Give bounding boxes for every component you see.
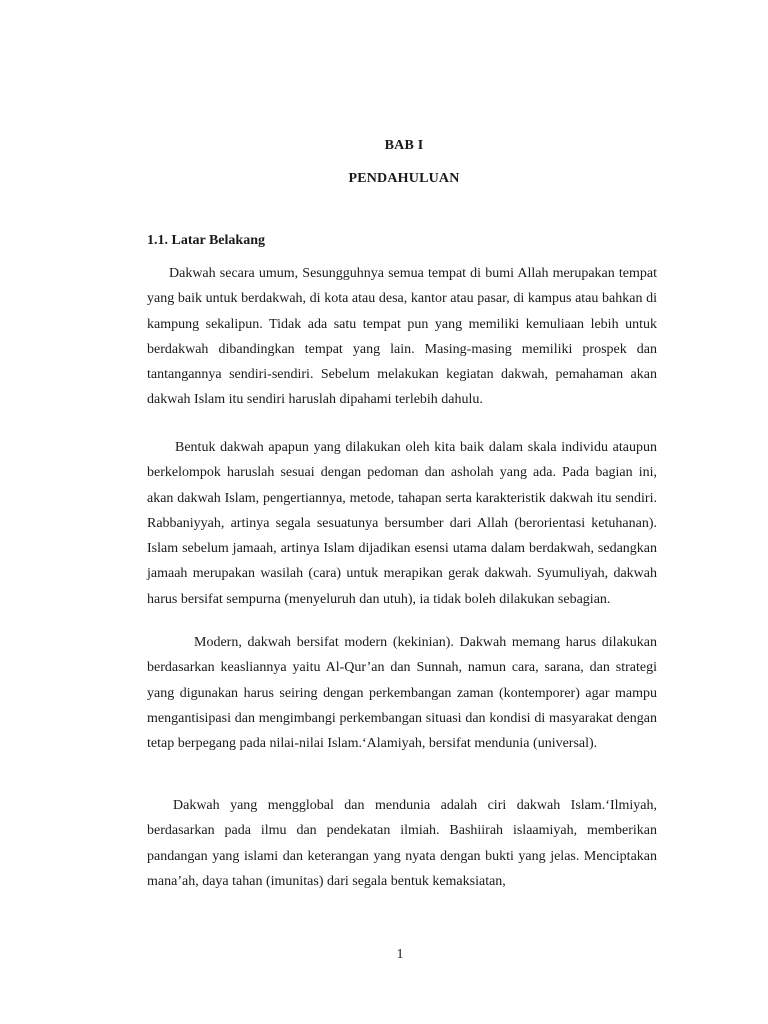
paragraph-3: Modern, dakwah bersifat modern (kekinian). Dakwah memang harus dilakukan berdasarkan keasliannya yaitu Al-Qur’an dan Sunnah, namun cara, sarana, dan strategi yang digunakan harus seiring dengan perkembangan zaman (kontemporer) agar mampu mengantisipasi dan mengimbangi perkembangan situasi dan kondisi di masyarakat dengan tetap berpegang pada nilai-nilai Islam.‘Alamiyah, bersifat mendunia (universal). [147, 635, 657, 752]
page-number: 1 [396, 947, 404, 962]
paragraph-1: Dakwah secara umum, Sesungguhnya semua tempat di bumi Allah merupakan tempat yang baik untuk berdakwah, di kota atau desa, kantor atau pasar, di kampus atau bahkan di kampung sekalipun. Tidak ada satu tempat pun yang memiliki kemuliaan lebih untuk berdakwah dibandingkan tempat yang lain. Masing-masing memiliki prospek dan tantangannya sendiri-sendiri. Sebelum melakukan kegiatan dakwah, pemahaman akan dakwah Islam itu sendiri haruslah dipahami terlebih dahulu. [147, 266, 657, 408]
paragraph-2: Bentuk dakwah apapun yang dilakukan oleh kita baik dalam skala individu ataupun berkelompok haruslah sesuai dengan pedoman dan asholah yang ada. Pada bagian ini, akan dakwah Islam, pengertiannya, metode, tahapan serta karakteristik dakwah itu sendiri. Rabbaniyyah, artinya segala sesuatunya bersumber dari Allah (berorientasi ketuhanan). Islam sebelum jamaah, artinya Islam dijadikan esensi utama dalam berdakwah, sedangkan jamaah merupakan wasilah (cara) untuk merapikan gerak dakwah. Syumuliyah, dakwah harus bersifat sempurna (menyeluruh dan utuh), ia tidak boleh dilakukan sebagian. [147, 440, 657, 607]
paragraph-4: Dakwah yang mengglobal dan mendunia adalah ciri dakwah Islam.‘Ilmiyah, berdasarkan pada ilmu dan pendekatan ilmiah. Bashiirah islaamiyah, memberikan pandangan yang islami dan keterangan yang nyata dengan bukti yang jelas. Menciptakan mana’ah, daya tahan (imunitas) dari segala bentuk kemaksiatan, [147, 798, 657, 889]
chapter-label: BAB I [384, 138, 424, 153]
chapter-title: PENDAHULUAN [348, 171, 460, 186]
section-heading: 1.1. Latar Belakang [147, 233, 265, 248]
